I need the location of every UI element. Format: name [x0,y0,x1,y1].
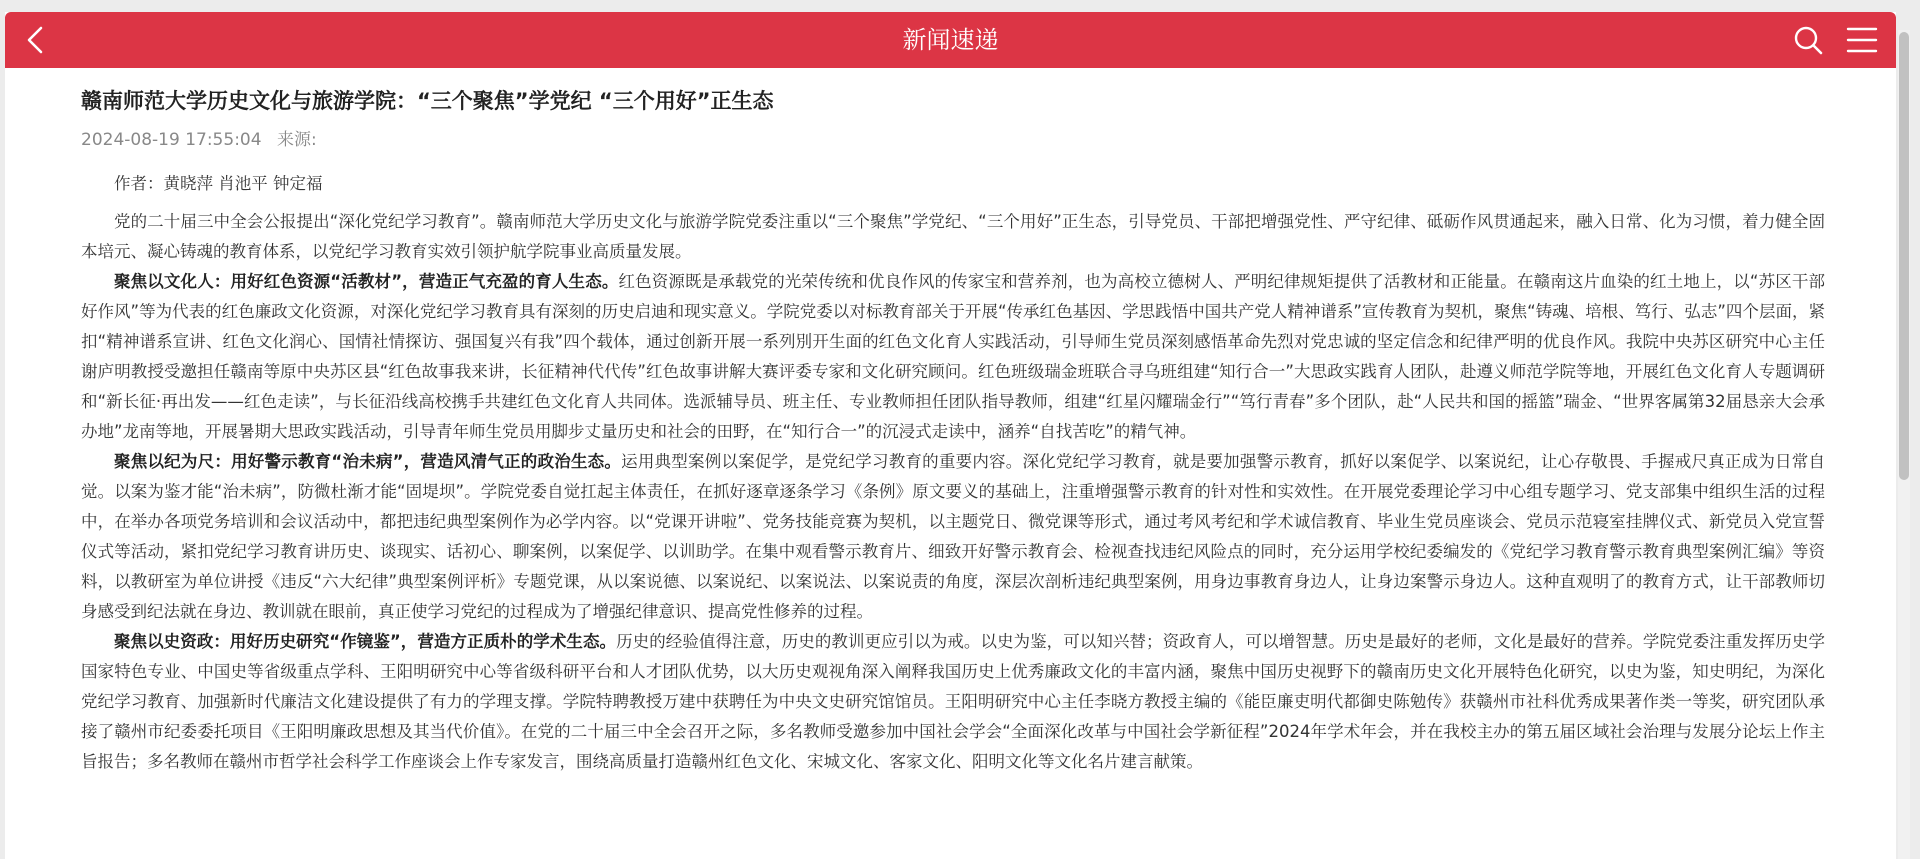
source-label: 来源: [276,130,317,150]
section-text: 红色资源既是承载党的光荣传统和优良作风的传家宝和营养剂，也为高校立德树人、严明纪律规矩提供了活教材和正能量。在赣南这片血染的红土地上，以“苏区干部好作风”等为代表的红色廉政文化资源，对深化党纪学习教育具有深刻的历史启迪和现实意义。学院党委以对标教育部关于开展“传承红色基因、学思践悟中国共产党人精神谱系”宣传教育为契机，聚焦“铸魂、培根、笃行、弘志”四个层面，紧扣“精神谱系宣讲、红色文化润心、国情社情探访、强国复兴有我”四个载体，通过创新开展一系列別开生面的红色文化育人实践活动，引导师生党员深刻感悟革命先烈对党忠诚的坚定信念和纪律严明的优良作风。我院中央苏区研究中心主任谢庐明教授受邀担任赣南等原中央苏区县“红色故事我来讲，长征精神代代传”红色故事讲解大赛评委专家和文化研究顾问。红色班级瑞金班联合寻乌班组建“知行合一”大思政实践育人团队，赴遵义师范学院等地，开展红色文化育人专题调研和“新长征·再出发——红色走读”，与长征沿线高校携手共建红色文化育人共同体。选派辅导员、班主任、专业教师担任团队指导教师，组建“红星闪耀瑞金行”“笃行青春”多个团队，赴“人民共和国的摇篮”瑞金、“世界客属第32届恳亲大会承办地”龙南等地，开展暑期大思政实践活动，引导青年师生党员用脚步丈量历史和社会的田野，在“知行合一”的沉浸式走读中，涵养“自找苦吃”的精气神。 [81,272,1825,441]
author-line: 作者：黄晓萍 肖池平 钟定福 [114,174,323,193]
search-icon [1792,24,1824,56]
section-paragraph [81,627,1825,777]
section-heading: 聚焦以史资政：用好历史研究“作镜鉴”，营造方正质朴的学术生态。 [114,632,617,651]
scrollbar-thumb[interactable] [1899,32,1909,480]
article [81,86,1825,777]
top-navigation-bar [5,12,1896,68]
article-meta [81,129,1825,151]
search-button[interactable] [1792,24,1824,56]
page-frame [5,12,1896,859]
menu-button[interactable] [1845,24,1879,56]
publish-date: 2024-08-19 17:55:04 [81,130,262,150]
section-paragraph [81,267,1825,447]
section-text: 运用典型案例以案促学，是党纪学习教育的重要内容。深化党纪学习教育，就是要加强警示教育，抓好以案促学、以案说纪，让心存敬畏、手握戒尺真正成为日常自觉。以案为鉴才能“治未病”，防微杜渐才能“固堤坝”。学院党委自觉扛起主体责任，在抓好逐章逐条学习《条例》原文要义的基础上，注重增强警示教育的针对性和实效性。在开展党委理论学习中心组专题学习、党支部集中组织生活的过程中，在举办各项党务培训和会议活动中，都把违纪典型案例作为必学内容。以“党课开讲啦”、党务技能竞赛为契机，以主题党日、微党课等形式，通过考风考纪和学术诚信教育、毕业生党员座谈会、党员示范寝室挂牌仪式、新党员入党宣誓仪式等活动，紧扣党纪学习教育讲历史、谈现实、话初心、聊案例，以案促学、以训助学。在集中观看警示教育片、细致开好警示教育会、检视查找违纪风险点的同时，充分运用学校纪委编发的《党纪学习教育警示教育典型案例汇编》等资料，以教研室为单位讲授《违反“六大纪律”典型案例评析》专题党课，从以案说德、以案说纪、以案说法、以案说责的角度，深层次剖析违纪典型案例，用身边事教育身边人，让身边案警示身边人。这种直观明了的教育方式，让干部教师切身感受到纪法就在身边、教训就在眼前，真正使学习党纪的过程成为了增强纪律意识、提高党性修养的过程。 [81,452,1825,621]
back-button[interactable] [19,23,53,57]
section-heading: 聚焦以纪为尺：用好警示教育“治未病”，营造风清气正的政治生态。 [114,452,622,471]
section-heading: 聚焦以文化人：用好红色资源“活教材”，营造正气充盈的育人生态。 [114,272,619,291]
page-title: 新闻速递 [902,26,999,54]
section-paragraph [81,447,1825,627]
hamburger-menu-icon [1845,24,1879,56]
chevron-left-icon [19,23,53,57]
intro-paragraph: 党的二十届三中全会公报提出“深化党纪学习教育”。赣南师范大学历史文化与旅游学院党委注重以“三个聚焦”学党纪、“三个用好”正生态，引导党员、干部把增强党性、严守纪律、砥砺作风贯通起来，融入日常、化为习惯，着力健全固本培元、凝心铸魂的教育体系，以党纪学习教育实效引领护航学院事业高质量发展。 [81,212,1825,261]
article-title: 赣南师范大学历史文化与旅游学院：“三个聚焦”学党纪 “三个用好”正生态 [81,89,774,113]
article-body [81,169,1825,777]
section-text: 历史的经验值得注意，历史的教训更应引以为戒。以史为鉴，可以知兴替；资政育人，可以增智慧。历史是最好的老师，文化是最好的营养。学院党委注重发挥历史学国家特色专业、中国史等省级重点学科、王阳明研究中心等省级科研平台和人才团队优势，以大历史观视角深入阐释我国历史上优秀廉政文化的丰富内涵，聚焦中国历史视野下的赣南历史文化开展特色化研究，以史为鉴，知史明纪，为深化党纪学习教育、加强新时代廉洁文化建设提供了有力的学理支撑。学院特聘教授万建中获聘任为中央文史研究馆馆员。王阳明研究中心主任李晓方教授主编的《能臣廉吏明代都御史陈勉传》获赣州市社科优秀成果著作类一等奖，研究团队承接了赣州市纪委委托项目《王阳明廉政思想及其当代价值》。在党的二十届三中全会召开之际，多名教师受邀参加中国社会学会“全面深化改革与中国社会学新征程”2024年学术年会，并在我校主办的第五届区域社会治理与发展分论坛上作主旨报告；多名教师在赣州市哲学社会科学工作座谈会上作专家发言，围绕高质量打造赣州红色文化、宋城文化、客家文化、阳明文化等文化名片建言献策。 [81,632,1825,771]
vertical-scrollbar[interactable] [1898,30,1910,859]
